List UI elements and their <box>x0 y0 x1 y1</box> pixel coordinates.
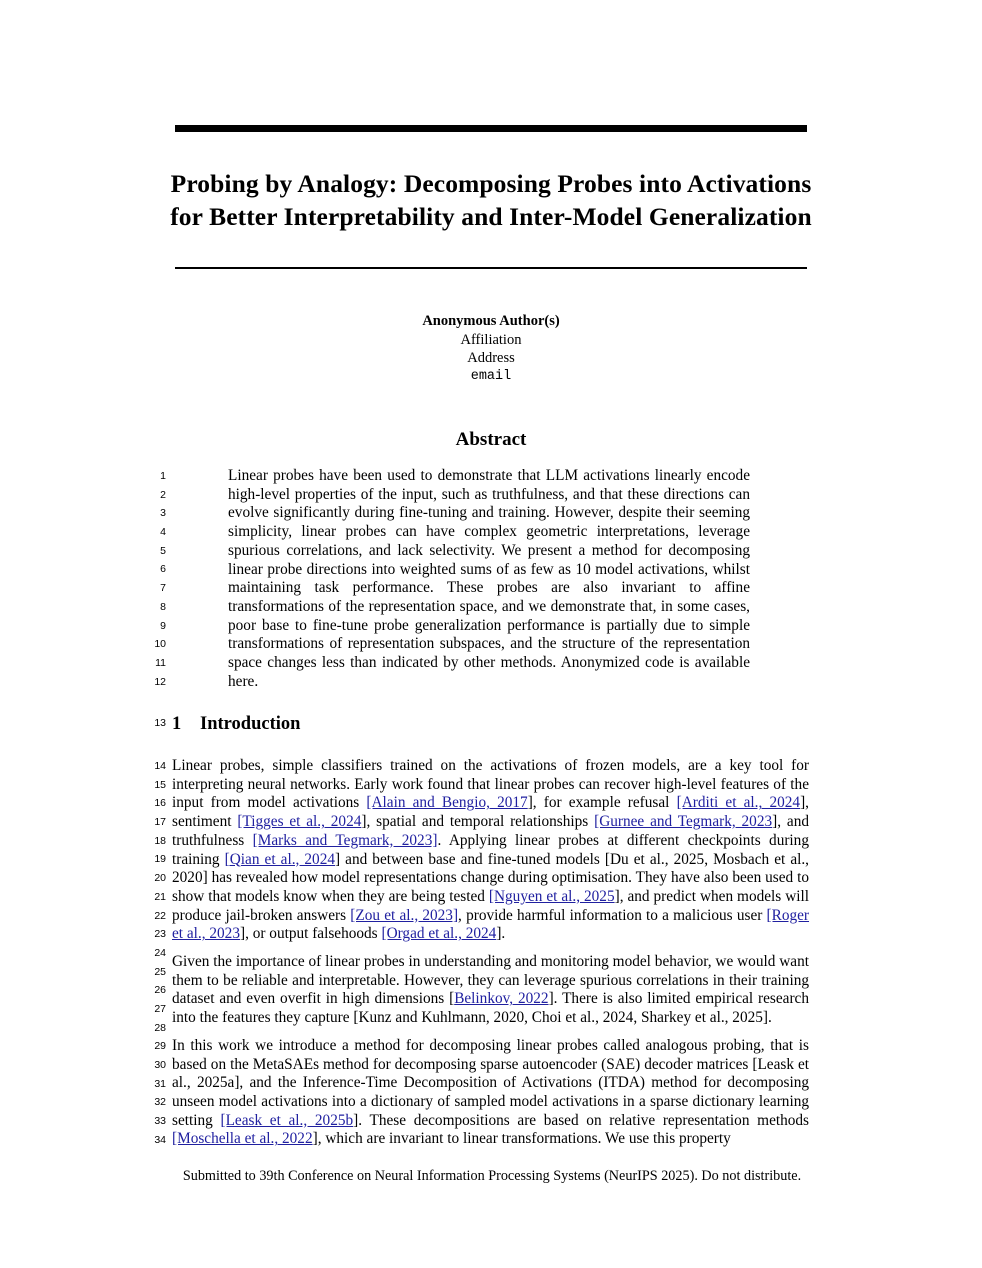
line-number: 32 <box>154 1096 166 1109</box>
citation-link[interactable]: [Tigges et al., 2024 <box>237 813 362 831</box>
author-email: email <box>470 368 512 384</box>
page-footer: Submitted to 39th Conference on Neural Information Processing Systems (NeurIPS 2025). Do not distribute. <box>182 1168 802 1184</box>
line-number: 23 <box>154 928 166 941</box>
citation-link[interactable]: [Moschella et al., 2022 <box>172 1130 313 1148</box>
line-number: 29 <box>154 1040 166 1053</box>
citation-link[interactable]: [Alain and Bengio, 2017 <box>366 794 528 812</box>
abstract-text: Linear probes have been used to demonstrate that LLM activations linearly encode high-level properties of the input, such as truthfulness, and that these directions can evolve significantly during fine-tuning and training. However, despite their seeming simplicity, linear probes can have complex geometric interpretations, leverage spurious correlations, and lack selectivity. We present a method for decomposing linear probe directions into weighted sums of as few as 10 model activations, whilst maintaining task performance. These probes are also invariant to affine transformations of the representation space, and we demonstrate that, in some cases, poor base to fine-tune probe generalization performance is partially due to simple transformations of representation subspaces, and the structure of the representation space changes less than indicated by other methods. Anonymized code is available here. <box>228 467 750 690</box>
page-title: Probing by Analogy: Decomposing Probes into Activations for Better Interpretability and Inter-Model Generalization <box>170 169 812 232</box>
paragraph: Given the importance of linear probes in understanding and monitoring model behavior, we would want them to be reliable and interpretable. However, they can leverage spurious correlations in their training dataset and even overfit in high dimensions [Belinkov, 2022]. There is also limited empirical research into the features they capture [Kunz and Kuhlmann, 2020, Choi et al., 2024, Sharkey et al., 2025]. <box>172 953 809 1027</box>
line-numbers-body <box>140 757 166 1149</box>
title-bottom-rule <box>175 267 807 269</box>
line-number: 24 <box>154 946 166 959</box>
line-number: 11 <box>155 656 166 669</box>
paragraph: Linear probes, simple classifiers trained on the activations of frozen models, are a key tool for interpreting neural networks. Early work found that linear probes can recover high-level features of the input from model activations [Alain and Bengio, 2017], for example refusal [Arditi et al., 2024], sentiment [Tigges et al., 2024], spatial and temporal relationships [Gurnee and Tegmark, 2023], and truthfulness [Marks and Tegmark, 2023]. Applying linear probes at different checkpoints during training [Qian et al., 2024] and between base and fine-tuned models [Du et al., 2025, Mosbach et al., 2020] has revealed how model representations change during optimisation. They have also been used to show that models know when they are being tested [Nguyen et al., 2025], and predict when models will produce jail-broken answers [Zou et al., 2023], provide harmful information to a malicious user [Roger et al., 2023], or output falsehoods [Orgad et al., 2024]. <box>172 757 810 943</box>
author-name: Anonymous Author(s) <box>422 313 560 329</box>
line-number: 5 <box>160 544 166 557</box>
line-number: 14 <box>154 760 166 772</box>
introduction-body <box>172 757 809 1149</box>
section-number: 1 <box>172 714 182 734</box>
line-number: 12 <box>154 675 166 688</box>
citation-link[interactable]: [Zou et al., 2023] <box>350 906 459 924</box>
line-number: 6 <box>160 563 166 576</box>
citation-link[interactable]: Belinkov, 2022 <box>454 990 549 1008</box>
line-number: 9 <box>160 619 166 632</box>
author-block <box>170 312 812 386</box>
line-number: 16 <box>154 797 166 810</box>
citation-link[interactable]: [Leask et al., 2025b <box>220 1111 354 1129</box>
title-top-rule <box>175 125 807 132</box>
line-number: 21 <box>154 890 166 903</box>
line-number: 33 <box>154 1115 166 1128</box>
line-number: 19 <box>154 853 166 866</box>
line-number: 18 <box>154 834 166 847</box>
line-number: 15 <box>154 778 166 791</box>
citation-link[interactable]: [Qian et al., 2024 <box>224 850 335 868</box>
section-title: Introduction <box>200 714 301 734</box>
line-number: 7 <box>160 582 166 595</box>
author-affiliation: Affiliation <box>460 331 522 348</box>
line-number: 26 <box>154 984 166 997</box>
line-number: 3 <box>160 507 166 520</box>
paragraph: In this work we introduce a method for decomposing linear probes called analogous probing, that is based on the MetaSAEs method for decomposing sparse autoencoder (SAE) decoder matrices [Leask et al., 2025a], and the Inference-Time Decomposition of Activations (ITDA) method for decomposing unseen model activations into a dictionary of sampled model activations in a sparse dictionary learning setting [Leask et al., 2025b]. These decompositions are based on relative representation methods [Moschella et al., 2022], which are invariant to linear transformations. We use this property <box>172 1036 810 1148</box>
citation-link[interactable]: [Arditi et al., 2024 <box>676 794 801 812</box>
line-number: 8 <box>160 600 166 613</box>
line-number: 4 <box>160 526 166 539</box>
line-number: 17 <box>154 816 166 829</box>
citation-link[interactable]: [Nguyen et al., 2025 <box>488 887 615 905</box>
citation-link[interactable]: [Gurnee and Tegmark, 2023 <box>594 813 773 831</box>
line-number: 10 <box>154 638 166 651</box>
abstract-heading: Abstract <box>455 429 527 450</box>
line-numbers-section <box>140 714 166 733</box>
line-number: 20 <box>154 872 166 885</box>
section-heading-introduction <box>172 714 812 735</box>
line-number: 30 <box>154 1059 166 1071</box>
line-number: 28 <box>154 1021 166 1034</box>
line-number: 22 <box>154 909 166 922</box>
line-number: 25 <box>154 965 166 978</box>
line-number: 13 <box>154 717 166 729</box>
line-number: 27 <box>154 1002 166 1015</box>
citation-link[interactable]: [Marks and Tegmark, 2023] <box>252 831 438 849</box>
line-number: 34 <box>154 1133 166 1146</box>
citation-link[interactable]: [Orgad et al., 2024 <box>381 925 497 943</box>
citation-link[interactable]: [Roger et al., 2023 <box>172 906 810 943</box>
line-number: 31 <box>154 1077 166 1090</box>
line-number: 1 <box>160 470 166 482</box>
line-numbers-abstract <box>140 467 166 691</box>
author-address: Address <box>467 350 515 366</box>
line-number: 2 <box>160 488 166 501</box>
